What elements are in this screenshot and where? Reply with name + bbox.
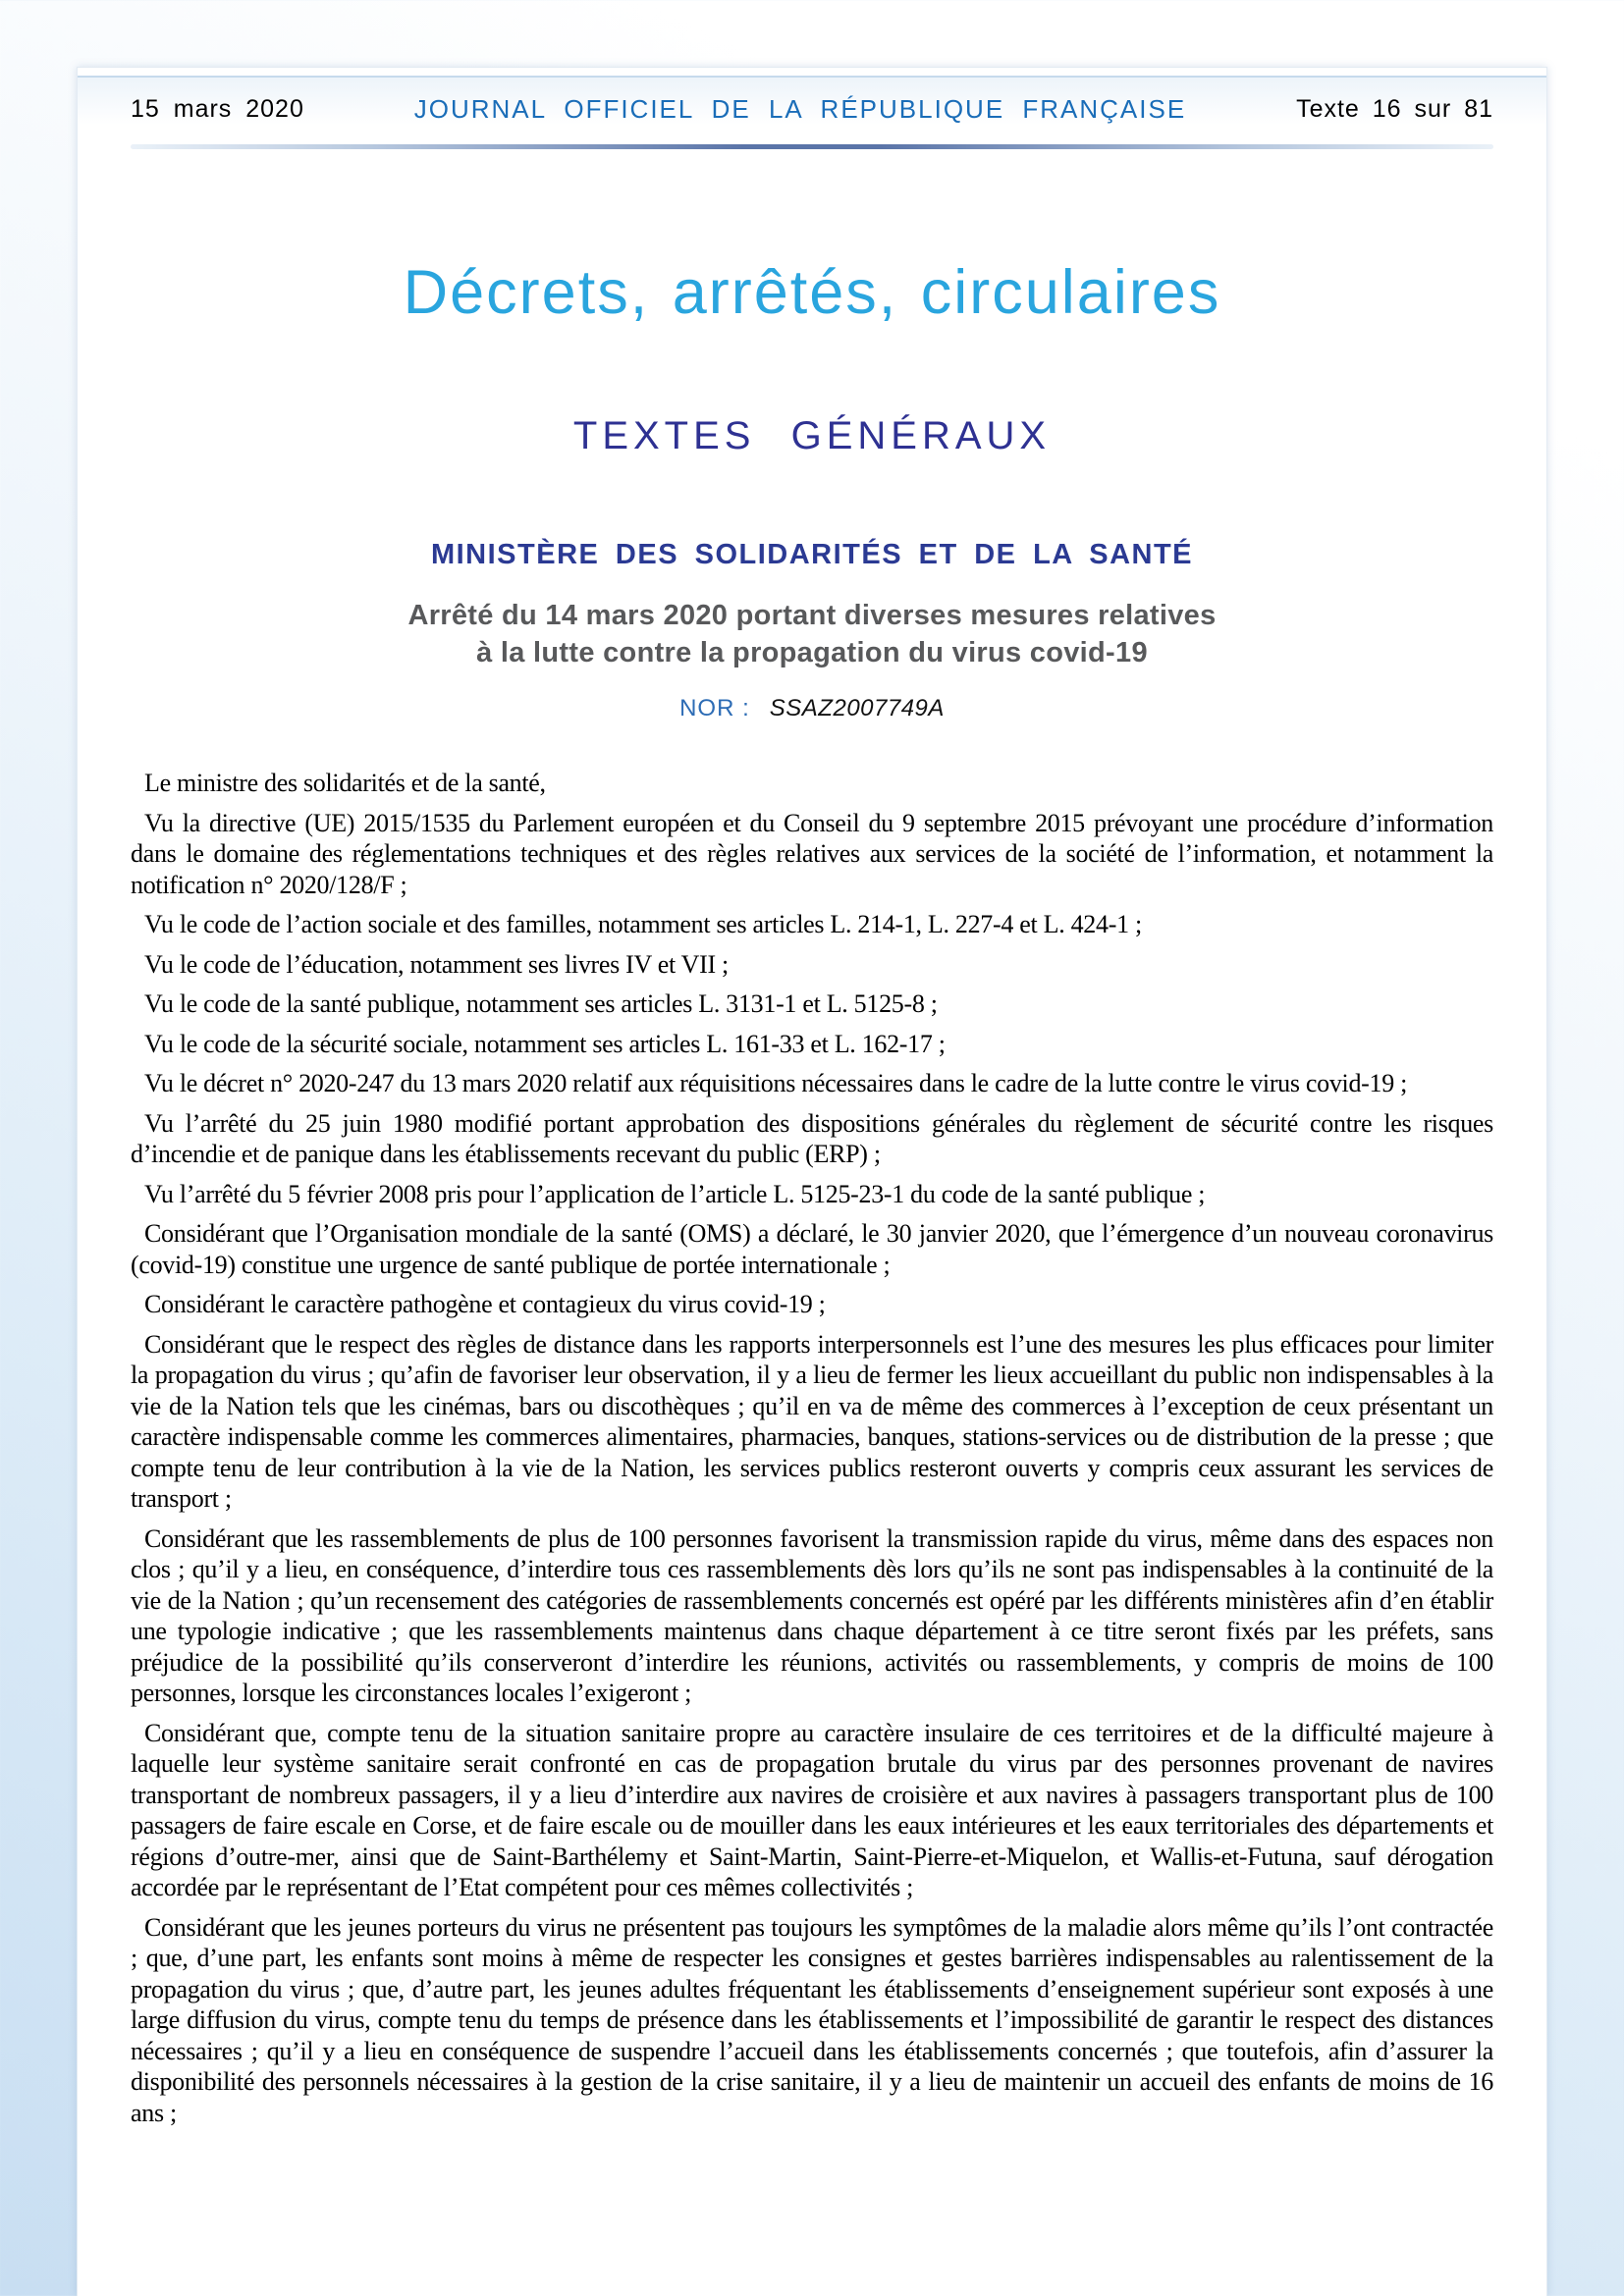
decree-title: [78, 597, 1546, 671]
decree-body: [131, 768, 1493, 2128]
body-paragraph: Vu l’arrêté du 5 février 2008 pris pour l’application de l’article L. 5125-23-1 du code de la santé publique ;: [144, 1179, 1206, 1208]
body-paragraph: Considérant que les jeunes porteurs du virus ne présentent pas toujours les symptômes de la maladie alors même qu’ils l’ont contractée ; que, d’une part, les enfants sont moins à même de respecter les consignes et gestes barrières indispensables au ralentissement de la propagation du virus ; que, d’autre part, les jeunes adultes fréquentant les établissements d’enseignement supérieur sont exposés à une large diffusion du virus, compte tenu du temps de présence dans les établissements et l’impossibilité de garantir le respect des distances nécessaires ; qu’il y a lieu en conséquence de suspendre l’accueil dans les établissements concernés ; que toutefois, afin d’assurer la disponibilité des personnels nécessaires à la gestion de la crise sanitaire, il y a lieu de maintenir un accueil des enfants de moins de 16 ans ;: [131, 1912, 1493, 2127]
header-gradient-rule: [131, 144, 1493, 149]
header-date: 15 mars 2020: [131, 94, 304, 123]
decree-title-line1: Arrêté du 14 mars 2020 portant diverses mesures relatives: [407, 600, 1217, 631]
body-paragraph: Vu le code de l’action sociale et des familles, notamment ses articles L. 214-1, L. 227-4 et L. 424-1 ;: [144, 910, 1142, 938]
nor-line: [78, 695, 1546, 722]
ministry-title: MINISTÈRE DES SOLIDARITÉS ET DE LA SANTÉ: [430, 539, 1194, 570]
nor-label: NOR :: [679, 695, 750, 721]
decree-title-line2: à la lutte contre la propagation du virus covid-19: [476, 637, 1148, 668]
section-subtitle: TEXTES GÉNÉRAUX: [572, 414, 1052, 457]
body-paragraph: Vu le code de la sécurité sociale, notamment ses articles L. 161-33 et L. 162-17 ;: [144, 1029, 946, 1058]
body-paragraph: Vu le code de la santé publique, notamment ses articles L. 3131-1 et L. 5125-8 ;: [144, 989, 938, 1018]
header-text-number: Texte 16 sur 81: [1296, 94, 1493, 123]
body-paragraph: Considérant que l’Organisation mondiale de la santé (OMS) a déclaré, le 30 janvier 2020, que l’émergence d’un nouveau coronavirus (covid-19) constitue une urgence de santé publique de portée internationale ;: [131, 1219, 1493, 1279]
nor-spacer: [756, 695, 763, 721]
body-paragraph: Le ministre des solidarités et de la santé,: [144, 769, 546, 797]
body-paragraph: Considérant que le respect des règles de distance dans les rapports interpersonnels est l’une des mesures les plus efficaces pour limiter la propagation du virus ; qu’afin de favoriser leur observation, il y a lieu de fermer les lieux accueillant du public non indispensables à la vie de la Nation tels que les cinémas, bars ou discothèques ; qu’il en va de même des commerces à l’exception de ceux présentant un caractère indispensable comme les commerces alimentaires, pharmacies, banques, stations-services ou de distribution de la presse ; que compte tenu de leur contribution à la vie de la Nation, les services publics resteront ouverts y compris ceux assurant les services de transport ;: [131, 1329, 1493, 1513]
body-paragraph: Vu le décret n° 2020-247 du 13 mars 2020 relatif aux réquisitions nécessaires dans le cadre de la lutte contre le virus covid-19 ;: [144, 1069, 1408, 1097]
body-paragraph: Vu l’arrêté du 25 juin 1980 modifié portant approbation des dispositions générales du règlement de sécurité contre les risques d’incendie et de panique dans les établissements recevant du public (ERP) ;: [131, 1108, 1493, 1168]
body-paragraph: Considérant que, compte tenu de la situation sanitaire propre au caractère insulaire de ces territoires et de la difficulté majeure à laquelle leur système sanitaire serait confronté en cas de propagation brutale du virus par des personnes provenant de navires transportant de nombreux passagers, il y a lieu d’interdire aux navires de croisière et aux navires à passagers transportant plus de 100 passagers de faire escale en Corse, et de faire escale ou de mouiller dans les eaux intérieures et les eaux territoriales des départements et régions d’outre-mer, ainsi que de Saint-Barthélemy et Saint-Martin, Saint-Pierre-et-Miquelon, et Wallis-et-Futuna, sauf dérogation accordée par le représentant de l’Etat compétent pour ces mêmes collectivités ;: [131, 1718, 1493, 1901]
section-main-title: Décrets, arrêtés, circulaires: [403, 258, 1221, 327]
nor-value: SSAZ2007749A: [769, 695, 945, 721]
page-header: [78, 76, 1546, 140]
journal-title: JOURNAL OFFICIEL DE LA RÉPUBLIQUE FRANÇAISE: [413, 93, 1187, 124]
body-paragraph: Considérant que les rassemblements de plus de 100 personnes favorisent la transmission rapide du virus, même dans des espaces non clos ; qu’il y a lieu, en conséquence, d’interdire tous ces rassemblements dès lors qu’ils ne sont pas indispensables à la continuité de la vie de la Nation ; qu’un recensement des catégories de rassemblements concernés est opéré par les différents ministères afin d’en établir une typologie indicative ; que les rassemblements maintenus dans chaque département à ce titre seront fixés par les préfets, sans préjudice de la possibilité qu’ils conserveront d’interdire les réunions, activités ou rassemblements, y compris de moins de 100 personnes, lorsque les circonstances locales l’exigeront ;: [131, 1523, 1493, 1707]
body-paragraph: Vu le code de l’éducation, notamment ses livres IV et VII ;: [144, 949, 729, 979]
body-paragraph: Considérant le caractère pathogène et contagieux du virus covid-19 ;: [144, 1290, 826, 1318]
body-paragraph: Vu la directive (UE) 2015/1535 du Parlement européen et du Conseil du 9 septembre 2015 prévoyant une procédure d’information dans le domaine des réglementations techniques et des règles relatives aux services de la société de l’information, et notamment la notification n° 2020/128/F ;: [131, 808, 1493, 899]
journal-page: [77, 67, 1547, 2296]
